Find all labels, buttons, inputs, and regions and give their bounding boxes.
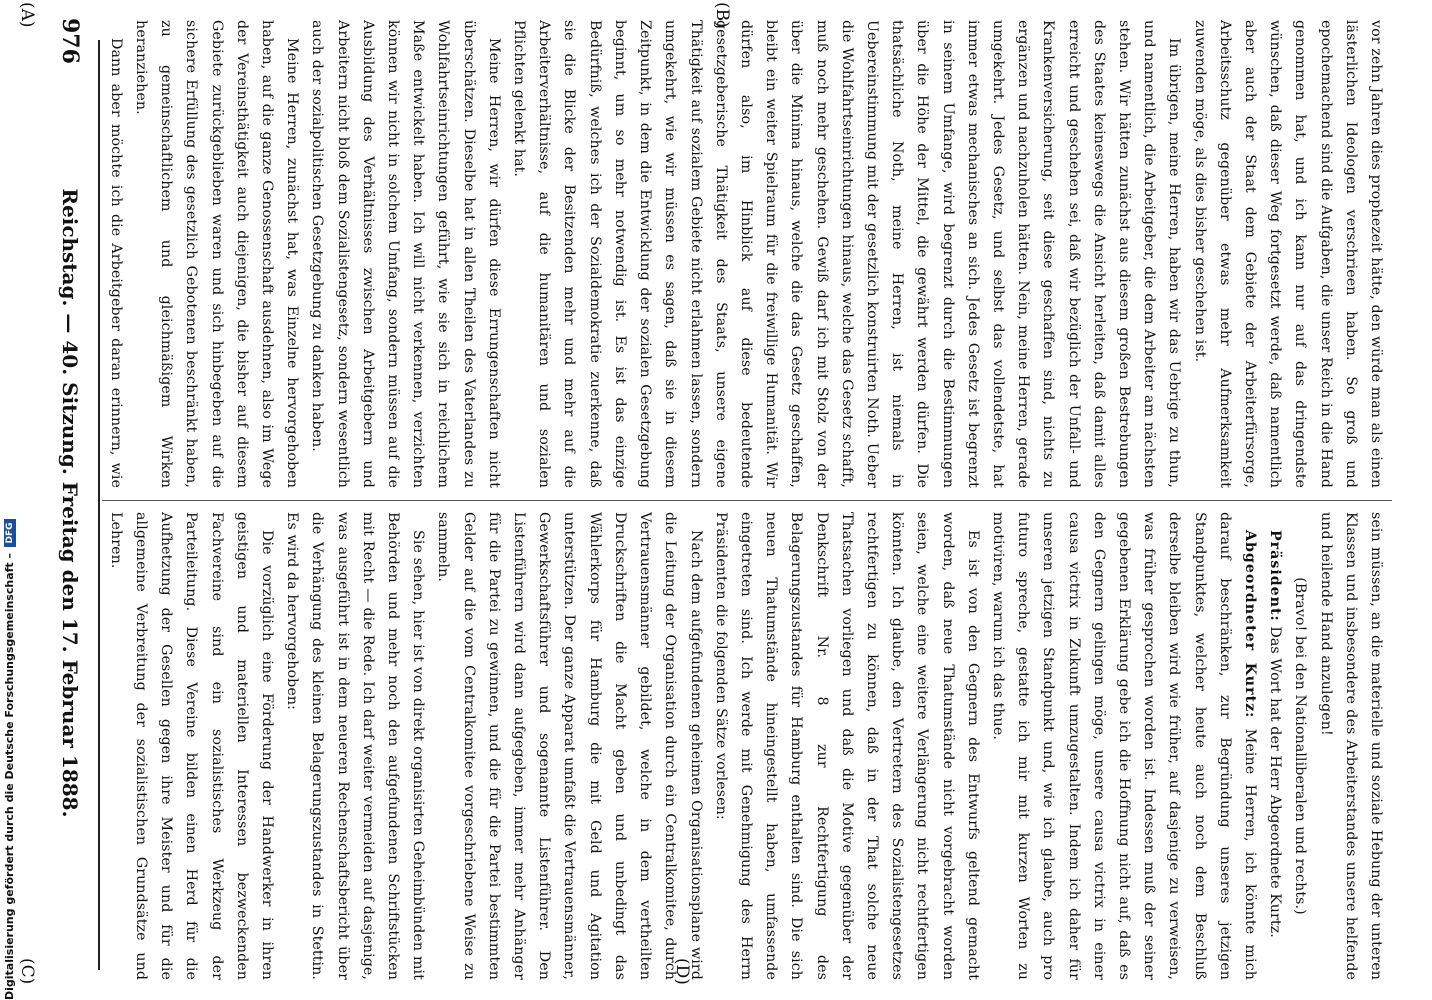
president-label: Präsident: xyxy=(1267,530,1284,622)
right-column xyxy=(106,512,1388,980)
right-paragraph-1: sein müssen, an die materielle und soziale Hebung der unteren Klassen und insbesondere des Arbeiterstandes unsere helfende und heilende Hand anzulegen! xyxy=(1317,512,1384,980)
left-paragraph-3: Meine Herren, wir dürfen diese Errungenschaften nicht überschätzen. Dieselbe hat in allen Theilen des Vaterlandes zu Wohlfahrtseinrichtungen geführt, wie sie sich in reichlichem Maße entwickelt haben. Ich will nicht verkennen, verzichten können wir nicht in solchem Umfang, sondern müssen auf die Ausbildung des Verhältnisses zwischen Arbeitgebern und Arbeitern nicht bloß dem Sozialistengesetz, sondern wesentlich auch der sozialpolitischen Gesetzgebung zu danken haben. xyxy=(309,20,502,488)
column-divider xyxy=(102,500,1392,501)
right-quote-2: Die vorzüglich eine Förderung der Handwerker in ihren geistigen und materiellen Interessen bezweckenden Fachvereine sind ein sozialistisches Werkzeug der Parteileitung. Diese Vereine bilden einen Herd für die Aufhetzung der Gesellen gegen ihre Meister und für die allgemeine Verbreitung der sozialistischen Grundsätze und Lehren. xyxy=(107,512,276,980)
footer-text: Digitalisierung gefördert durch die Deutsche Forschungsgemeinschaft – xyxy=(3,553,16,1000)
left-paragraph-1: vor zehn Jahren dies prophezeit hätte, den würde man als einen lästerlichen Ideologen verschrieen haben. So groß und epochemachend sind die Aufgaben, die unser Reich in die Hand genommen hat, und ich kann nur auf das dringendste wünschen, daß dieser Weg fortgesetzt werde, daß namentlich aber auch der Staat dem Gebiete der Arbeiterfürsorge, Arbeitsschutz gegenüber etwas mehr Aufmerksamkeit zuwenden möge, als dies bisher geschehen ist. xyxy=(1191,20,1384,488)
margin-marker-a: (A) xyxy=(17,2,37,28)
margin-marker-b: (B) xyxy=(712,2,732,28)
digitization-footer xyxy=(3,519,16,1000)
left-paragraph-4: Meine Herren, zunächst hat, was Einzelne hervorgehoben haben, auf die ganze Genossenschaft ausdehnen, also im Wege der Vereinsthätigkeit auch diejenigen, die bisher auf diesem Gebiete zurückgeblieben waren und sich hinbegeben auf die sichere Erfüllung des gesetzlich Gebotenen beschränkt haben, zu gemeinschaftlichem und gleichmäßigem Wirken heranziehen. xyxy=(133,20,301,488)
header-title: Reichstag. — 40. Sitzung. Freitag den 17. Februar 1888. xyxy=(58,188,82,818)
speaker-text: Meine Herren, ich könnte mich darauf beschränken, zur Begründung unseres jetzigen Standpunktes, welcher heute auch noch dem Beschluß derselbe bleiben wird wie früher, auf dasjenige zu verweisen, was früher gesprochen worden ist. Indessen muß der seiner gegebenen Erklärung gebe ich die Hoffnung nicht auf, daß es den Gegnern gelingen möge, unsere causa victrix in einer causa victrix in Zukunft umzugestalten. Indem ich daher für unseren jetzigen Standpunkt und, wie ich glaube, auch pro futuro spreche, gestatte ich mir mit kurzen Worten zu motiviren, warum ich das thue. xyxy=(989,512,1258,980)
president-text: Das Wort hat der Herr Abgeordnete Kurtz. xyxy=(1267,626,1284,938)
applause-note: (Bravo! bei den Nationalliberalen und rechts.) xyxy=(1292,577,1309,915)
left-paragraph-2: Im übrigen, meine Herren, haben wir das Uebrige zu thun, und namentlich, die Arbeitgeber, die dem Arbeiter am nächsten stehen. Wir hätten zunächst aus diesem großen Bestrebungen des Staates keineswegs die Ansicht herleiten, daß damit alles erreicht und geschehen sei, daß wir bezüglich der Unfall- und Krankenversicherung, seit diese geschaffen sind, nichts zu ergänzen und nachzuholen hätten. Nein, meine Herren, gerade umgekehrt. Jedes Gesetz, und selbst das vollendetste, hat immer etwas mechanisches an sich. Jedes Gesetz ist begrenzt in seinem Umfange, wird begrenzt durch die Bestimmungen über die Höhe der Mittel, die gewährt werden dürfen. Die thatsächliche Noth, meine Herren, ist niemals in Uebereinstimmung mit der gesetzlich konstruirten Noth. Ueber die Wohlfahrtseinrichtungen hinaus, welche das Gesetz schafft, muß noch mehr geschehen. Gewiß darf ich mit Stolz von der über die Minima hinaus, welche die das Gesetz geschaffen, bleibt ein weiter Spielraum für die freiwillige Humanität. Wir dürfen also, im Hinblick auf diese bedeutende gesetzgeberische Thätigkeit des Staats, unsere eigene Thätigkeit auf sozialem Gebiete nicht erlahmen lassen, sondern umgekehrt, wie wir müssen es sagen, daß sie in diesem Zeitpunkt, in dem die Entwicklung der sozialen Gesetzgebung beginnt, um so mehr notwendig ist. Es ist das einzige Bedürfniß, welches ich der Sozialdemokratie zuerkenne, daß sie die Blicke der Besitzenden mehr und mehr auf die Arbeiterverhältnisse, auf die humanitären und sozialen Pflichten gelenkt hat. xyxy=(511,20,1183,488)
right-paragraph-5: Sie sehen, hier ist von direkt organisirten Geheimbünden mit Behörden und mehr noch den aufgefundenen Schriftstücken mit Recht — die Rede. Ich darf weiter vermeiden auf dasjenige, was ausgeführt ist in dem neueren Rechenschaftsbericht über die Verhängung des kleinen Belagerungszustandes in Stettin. Es wird da hervorgehoben: xyxy=(284,512,427,980)
dfg-logo-icon: DFG xyxy=(4,519,16,547)
margin-marker-d: (D) xyxy=(672,958,692,985)
right-quote-1: Nach dem aufgefundenen geheimen Organisationsplane wird die Leitung der Organisation durch ein Centralkomitee, durch Vertrauensmänner gebildet, welche in dem vertheilten Druckschriften die Macht geben und unbedingt das Wählerkorps für Hamburg die mit Geld und Agitation unterstützen. Der ganze Apparat umfaßt die Vertrauensmänner, Gewerkschaftsführer und sogenannte Listenführer. Den Listenführern wird dann aufgegeben, immer mehr Anhänger für die Partei zu gewinnen, und die für die Partei bestimmten Gelder auf die vom Centralkomitee vorgeschriebene Weise zu sammeln. xyxy=(435,512,704,980)
header-rule xyxy=(98,40,100,970)
page-header xyxy=(53,18,87,982)
right-paragraph-3: Es ist von den Gegnern des Entwurfs geltend gemacht worden, daß neue Thatumstände nicht vorgebracht worden seien, welche eine weitere Verlängerung nicht rechtfertigen könnten. Ich glaube, den Vertretern des Sozialistengesetzes rechtfertigen zu können, daß in der That solche neue Thatsachen vorliegen und daß die Motive gegenüber der Denkschrift Nr. 8 zur Rechtfertigung des Belagerungszustandes für Hamburg enthalten sind. Die sich neuen Thatumstände hineingestellt haben, umfassende eingetreten sind. Ich werde mit Genehmigung des Herrn Präsidenten die folgenden Sätze vorlesen: xyxy=(712,512,981,980)
speaker-label: Abgeordneter Kurtz: xyxy=(1241,530,1258,719)
left-column xyxy=(106,20,1388,488)
kurtz-speech xyxy=(985,512,1262,980)
president-line xyxy=(1262,512,1287,980)
left-paragraph-5: Dann aber möchte ich die Arbeitgeber daran erinnern, wie xyxy=(107,38,124,488)
page-number: 976 xyxy=(57,18,83,64)
margin-marker-c: (C) xyxy=(17,958,37,985)
